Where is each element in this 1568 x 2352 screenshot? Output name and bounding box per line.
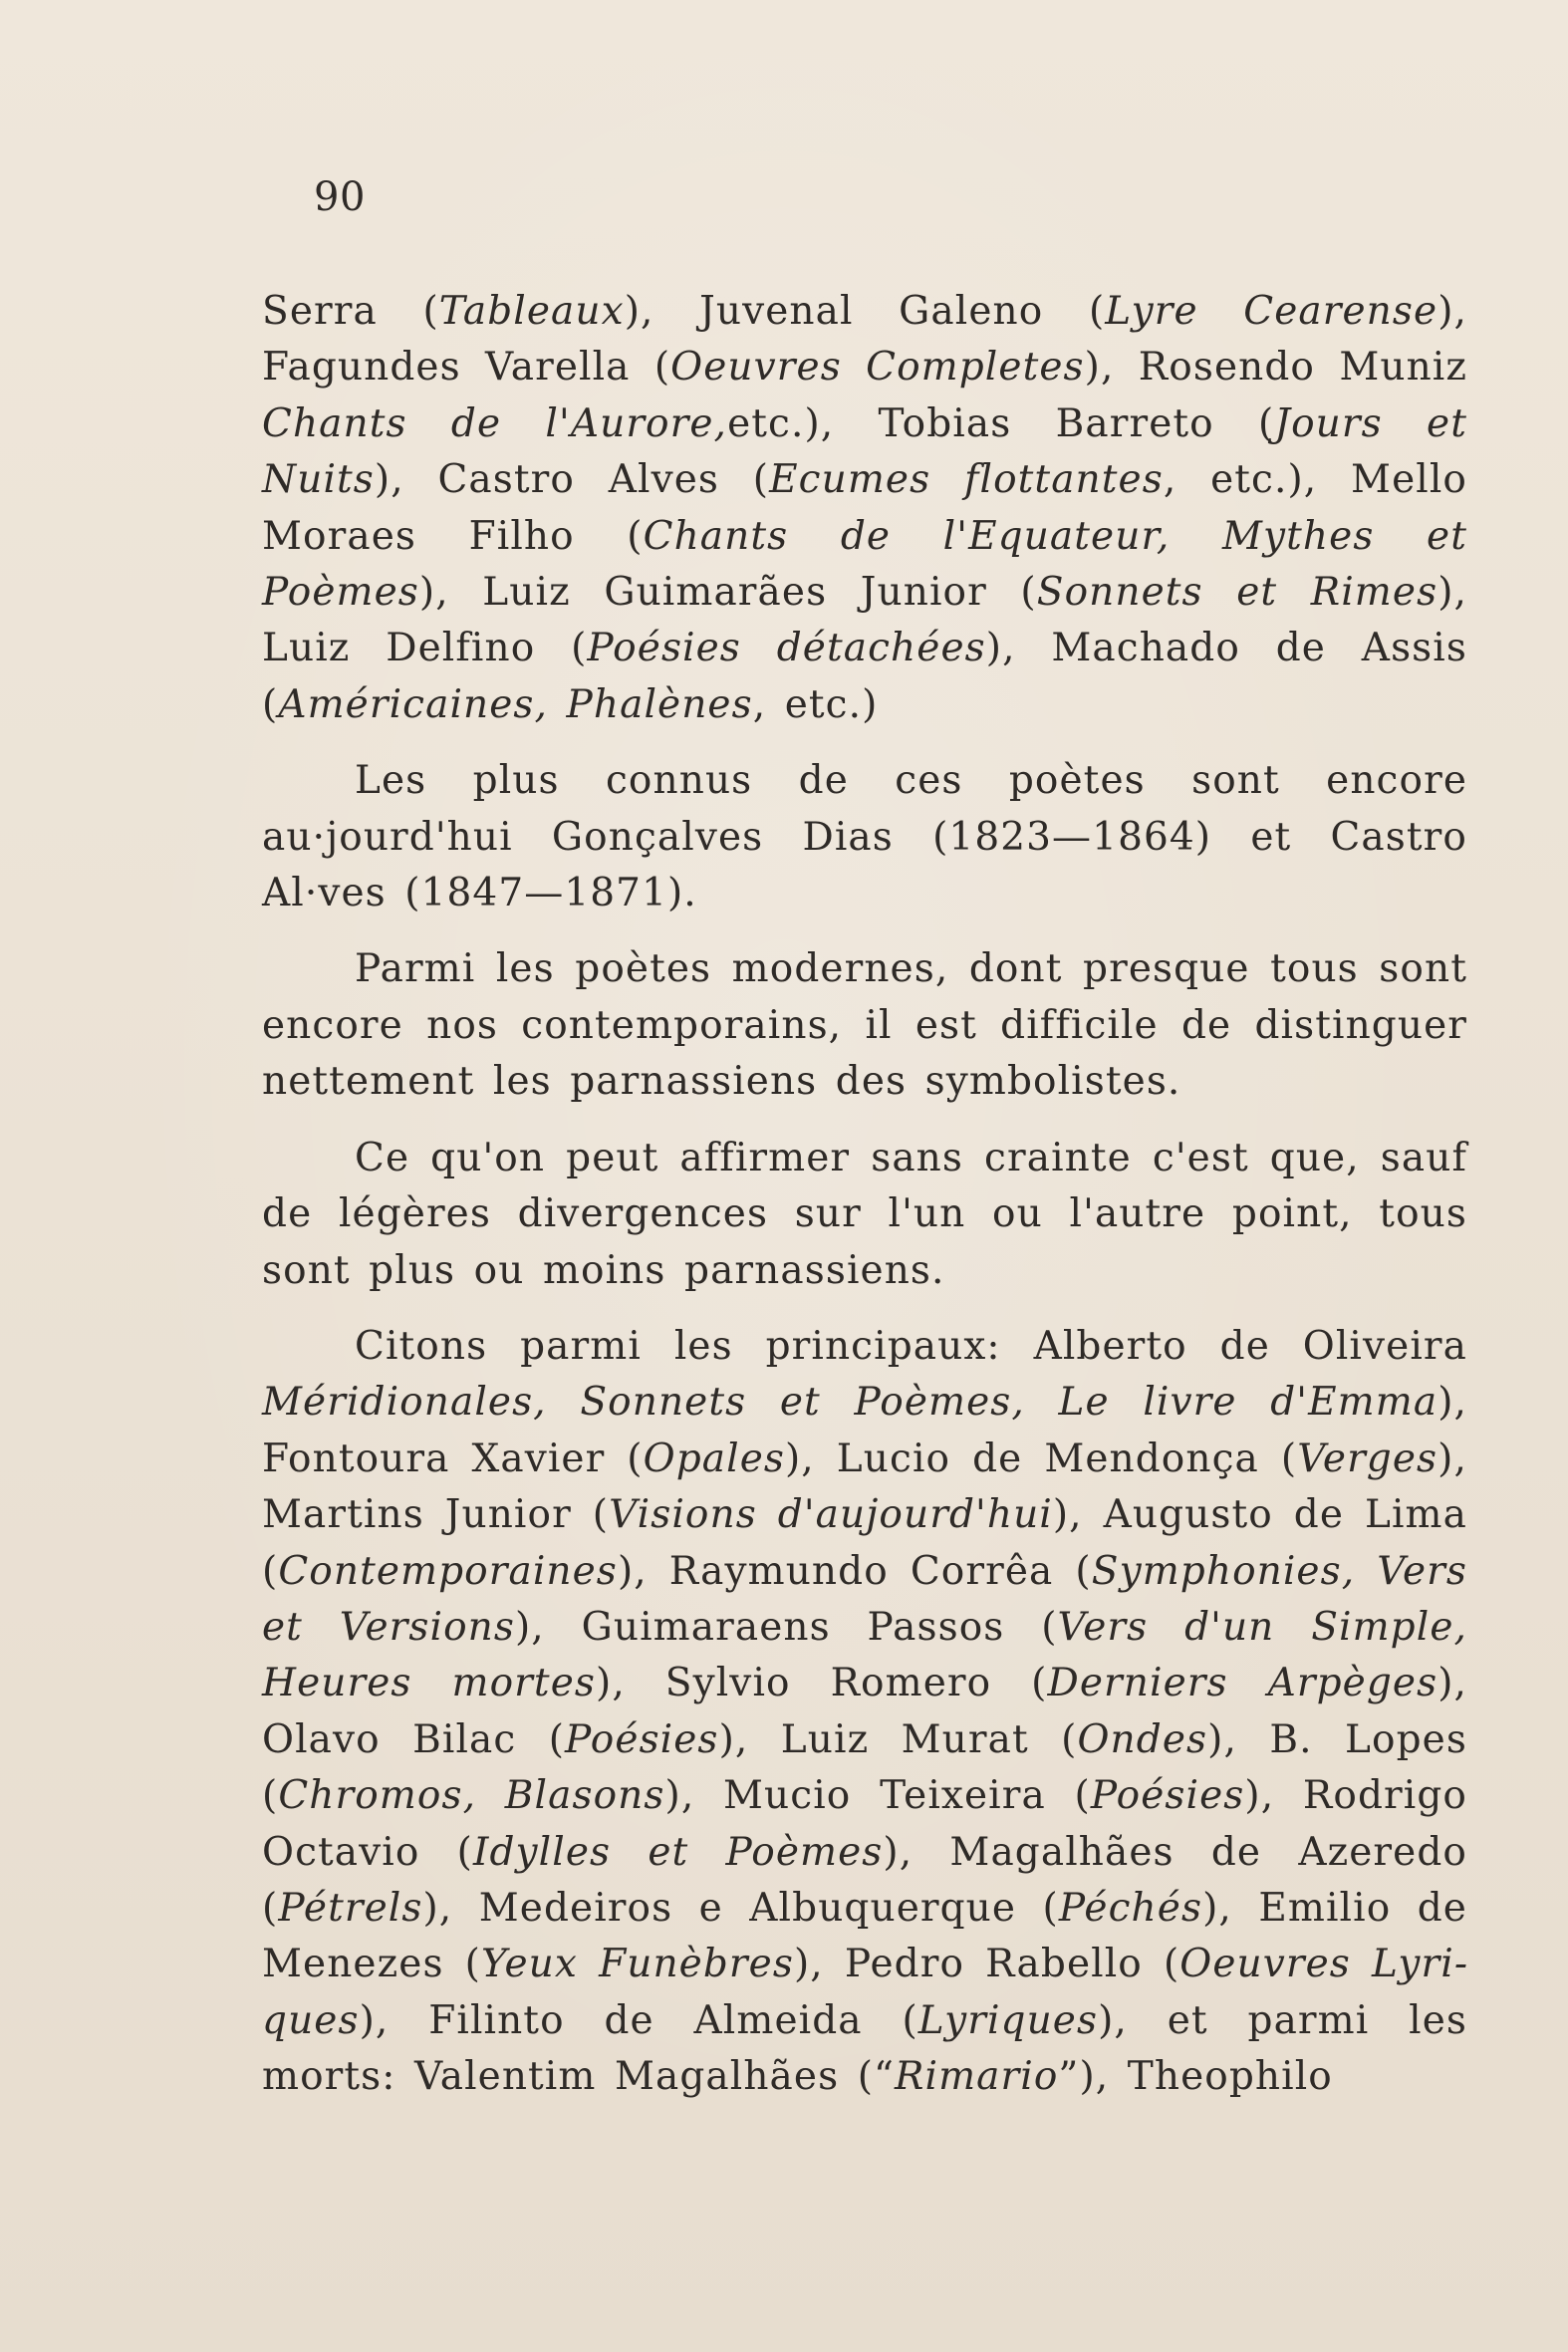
paragraph-text: , etc.) [752, 681, 879, 727]
paragraph-text: ), B. Lopes ( [262, 1716, 1467, 1819]
work-title: Rimario [895, 2054, 1059, 2100]
paragraph-text: ), Machado de Assis ( [262, 626, 1467, 727]
work-title: Idylles et Poèmes [472, 1829, 884, 1875]
work-title: Pétrels [278, 1885, 423, 1931]
work-title: Vers d'un Simple, Heures mortes [262, 1604, 1468, 1706]
paragraph-text: ), Olavo Bilac ( [262, 1661, 1468, 1762]
work-title: Derniers Arpèges [1047, 1661, 1438, 1706]
work-title: Ecumes flottantes [769, 457, 1164, 503]
paragraph-text: ), Mucio Teixeira ( [664, 1773, 1091, 1819]
work-title: Sonnets et Rimes [1036, 570, 1438, 616]
paragraph-2 [262, 753, 1467, 921]
paragraph-text: ), Magalhães de Azeredo ( [262, 1829, 1467, 1931]
work-title: Verges [1297, 1436, 1438, 1481]
work-title: Yeux Funèbres [481, 1942, 794, 1987]
paragraph-text: ), Luiz Guimarães Junior ( [418, 570, 1037, 616]
paragraph-text: ), Luiz Delfino ( [262, 570, 1467, 671]
work-title: Opales [643, 1436, 785, 1481]
paragraph-text: Les plus connus de ces poètes sont encore au·jourd'hui Gonçalves Dias (1823—1864) et Castro Al·ves (1847—1871). [262, 758, 1467, 916]
paragraph-text: ), Lucio de Mendonça ( [784, 1436, 1298, 1481]
paragraph-text: ), Emilio de Menezes ( [262, 1885, 1467, 1987]
work-title: Poésies [565, 1716, 719, 1762]
work-title: Oeuvres Lyriques [262, 1942, 1467, 2043]
work-title: Oeuvres Completes [670, 345, 1085, 391]
paragraph-1 [262, 284, 1467, 733]
paragraph-text: etc.), Tobias Barreto ( [727, 400, 1275, 446]
work-title: Poésies [1090, 1773, 1245, 1819]
paragraph-text: ), et parmi les morts: Valentim Magalhães (“ [262, 1997, 1468, 2100]
paragraph-text: ”), Theophilo [1058, 2054, 1333, 2100]
page-text [262, 284, 1467, 2106]
work-title: Visions d'aujourd'hui [609, 1492, 1053, 1538]
paragraph-text: ), Guimaraens Passos ( [514, 1604, 1058, 1650]
work-title: Poésies détachées [587, 626, 986, 671]
paragraph-text: ), Luiz Murat ( [718, 1716, 1078, 1762]
paragraph-text: ), Sylvio Romero ( [596, 1661, 1048, 1706]
work-title: Jours et Nuits [262, 400, 1467, 503]
paragraph-5 [262, 1319, 1467, 2106]
work-title: Lyriques [917, 1997, 1099, 2043]
work-title: Chants de l'Aurore, [262, 400, 728, 446]
paragraph-text: ), Raymundo Corrêa ( [617, 1548, 1092, 1594]
work-title: Contemporaines [278, 1548, 618, 1594]
work-title: Chromos, Blasons [278, 1773, 665, 1819]
paragraph-4 [262, 1131, 1467, 1299]
work-title: Chants de l'Equateur, Mythes et Poèmes [262, 513, 1467, 616]
paragraph-text: ), Pedro Rabello ( [793, 1942, 1180, 1987]
paragraph-text: , etc.), Mello Moraes Filho ( [262, 457, 1467, 559]
paragraph-3 [262, 941, 1467, 1110]
paragraph-text: ), Medeiros e Albuquerque ( [422, 1885, 1059, 1931]
paragraph-text: Parmi les poètes modernes, dont presque tous sont encore nos contemporains, il est difficile de distinguer nettement les parnassiens des symbolistes. [262, 946, 1467, 1105]
paragraph-text: ), Fagundes Varella ( [262, 289, 1467, 391]
paragraph-text: ), Augusto de Lima ( [262, 1492, 1467, 1594]
page-number: 90 [314, 174, 366, 220]
work-title: Américaines, Phalènes [278, 681, 753, 727]
work-title: Tableaux [438, 289, 625, 334]
work-title: Méridionales, Sonnets et Poèmes, Le livre d'Emma [262, 1380, 1438, 1426]
paragraph-text: ), Martins Junior ( [262, 1436, 1467, 1538]
paragraph-text: ), Juvenal Galeno ( [624, 289, 1106, 334]
paragraph-text: ), Fontoura Xavier ( [262, 1380, 1467, 1481]
work-title: Ondes [1077, 1716, 1208, 1762]
paragraph-text: Serra ( [262, 289, 439, 334]
work-title: Lyre Cearense [1105, 289, 1438, 334]
work-title: Symphonies, Vers et Versions [262, 1548, 1467, 1650]
paragraph-text: ), Castro Alves ( [374, 457, 770, 503]
paragraph-text: Citons parmi les principaux: Alberto de Oliveira [355, 1323, 1467, 1369]
paragraph-text: Ce qu'on peut affirmer sans crainte c'est que, sauf de légères divergences sur l'un ou l'autre point, tous sont plus ou moins parnassiens. [262, 1135, 1467, 1293]
paragraph-text: ), Filinto de Almeida ( [359, 1997, 918, 2043]
paragraph-text: ), Rodrigo Octavio ( [262, 1773, 1467, 1875]
paragraph-text: ), Rosendo Muniz [1084, 345, 1468, 391]
work-title: Péchés [1058, 1885, 1203, 1931]
